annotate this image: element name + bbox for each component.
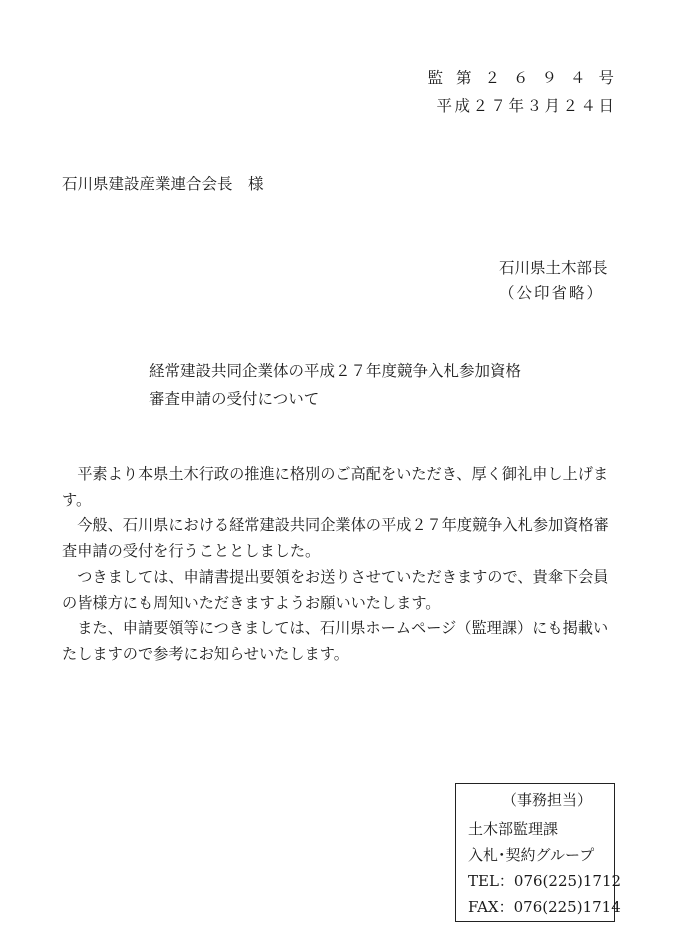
- contact-fax: FAX：076(225)1714: [468, 898, 621, 916]
- document-number: 監第２６９４号: [427, 69, 627, 87]
- sender-seal-note: （公印省略）: [499, 284, 605, 302]
- sender-name: 石川県土木部長: [499, 259, 608, 277]
- addressee: 石川県建設産業連合会長 様: [62, 175, 264, 193]
- contact-tel: TEL：076(225)1712: [468, 872, 622, 890]
- document-date: 平成２７年３月２４日: [436, 97, 617, 115]
- subject: [149, 357, 521, 413]
- body-paragraph-2: 今般、石川県における経常建設共同企業体の平成２７年度競争入札参加資格審査申請の受付を行うこととしました。: [62, 516, 609, 561]
- subject-line-1: 経常建設共同企業体の平成２７年度競争入札参加資格: [149, 362, 522, 380]
- contact-box: [455, 783, 622, 922]
- contact-title: （事務担当）: [502, 791, 593, 809]
- contact-group: 入札･契約グループ: [468, 846, 595, 864]
- body-paragraph-1: 平素より本県土木行政の推進に格別のご高配をいただき、厚く御礼申し上げます。: [62, 465, 609, 509]
- body-text: [62, 462, 622, 668]
- subject-line-2: 審査申請の受付について: [149, 390, 320, 408]
- body-paragraph-3: つきましては、申請書提出要領をお送りさせていただきますので、貴傘下会員の皆様方にも周知いただきますようお願いいたします。: [62, 567, 609, 612]
- body-paragraph-4: また、申請要領等につきましては、石川県ホームページ（監理課）にも掲載いたしますので参考にお知らせいたします。: [62, 619, 609, 663]
- contact-department: 土木部監理課: [468, 820, 559, 838]
